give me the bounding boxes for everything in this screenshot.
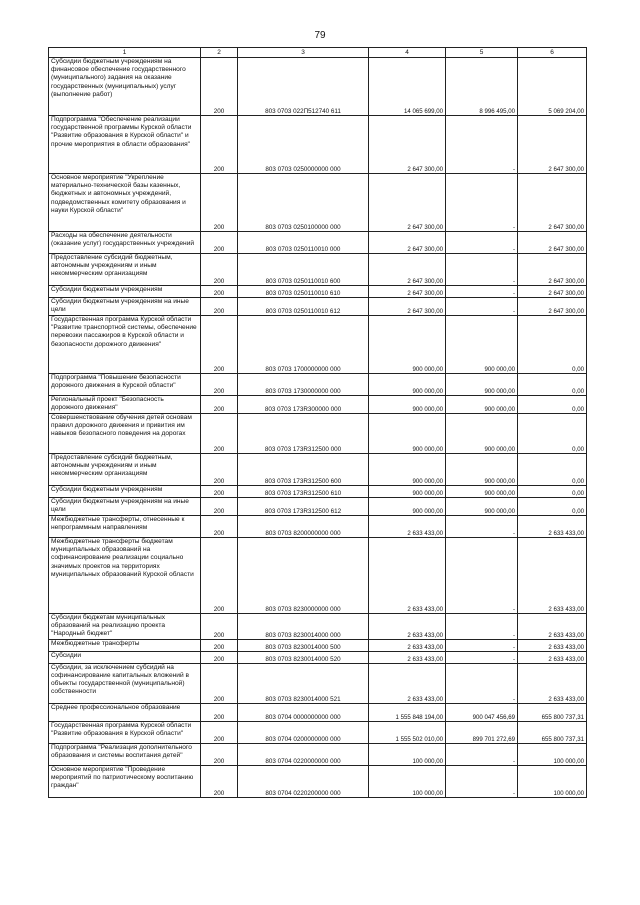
row-value-remaining: 0,00 — [518, 396, 587, 414]
row-value-remaining: 0,00 — [518, 374, 587, 396]
row-name: Субсидии бюджетным учреждениям на финансовое обеспечение государственного (муниципального) задания на оказание государственных (муниципальных) услуг (выполнение работ) — [49, 58, 201, 116]
row-value-remaining: 2 633 433,00 — [518, 516, 587, 538]
row-value-executed: - — [446, 286, 518, 298]
table-row — [49, 765, 587, 797]
row-value-approved: 900 000,00 — [369, 486, 446, 498]
row-value-executed: - — [446, 614, 518, 640]
row-value-executed: - — [446, 232, 518, 254]
row-value-approved: 2 633 433,00 — [369, 639, 446, 651]
row-section-code: 200 — [201, 538, 238, 614]
row-name: Подпрограмма "Повышение безопасности дорожного движения в Курской области" — [49, 374, 201, 396]
row-section-code: 200 — [201, 743, 238, 765]
row-value-approved: 900 000,00 — [369, 316, 446, 374]
row-name: Среднее профессиональное образование — [49, 703, 201, 721]
row-value-remaining: 0,00 — [518, 498, 587, 516]
row-budget-code: 803 0703 8230000000 000 — [238, 538, 369, 614]
row-value-approved: 900 000,00 — [369, 396, 446, 414]
row-value-executed: - — [446, 254, 518, 286]
row-budget-code: 803 0703 173R300000 000 — [238, 396, 369, 414]
row-name: Подпрограмма "Реализация дополнительного образования и системы воспитания детей" — [49, 743, 201, 765]
row-value-remaining: 2 647 300,00 — [518, 254, 587, 286]
row-value-remaining: 2 647 300,00 — [518, 298, 587, 316]
row-value-remaining: 2 633 433,00 — [518, 614, 587, 640]
row-section-code: 200 — [201, 298, 238, 316]
row-value-remaining: 2 647 300,00 — [518, 174, 587, 232]
row-value-remaining: 2 647 300,00 — [518, 286, 587, 298]
table-row — [49, 639, 587, 651]
row-value-approved: 900 000,00 — [369, 374, 446, 396]
column-header: 3 — [238, 48, 369, 58]
row-value-approved: 900 000,00 — [369, 414, 446, 454]
row-value-executed: - — [446, 651, 518, 663]
row-budget-code: 803 0703 173R312500 612 — [238, 498, 369, 516]
row-section-code: 200 — [201, 58, 238, 116]
row-value-executed: - — [446, 663, 518, 703]
row-budget-code: 803 0703 8230014000 520 — [238, 651, 369, 663]
row-section-code: 200 — [201, 614, 238, 640]
row-section-code: 200 — [201, 765, 238, 797]
row-value-executed: 900 000,00 — [446, 486, 518, 498]
table-row — [49, 614, 587, 640]
row-budget-code: 803 0703 8230014000 000 — [238, 614, 369, 640]
row-name: Предоставление субсидий бюджетным, автономным учреждениям и иным некоммерческим организациям — [49, 254, 201, 286]
row-value-executed: 900 000,00 — [446, 414, 518, 454]
row-section-code: 200 — [201, 116, 238, 174]
row-budget-code: 803 0703 173R312500 610 — [238, 486, 369, 498]
row-value-remaining: 2 633 433,00 — [518, 651, 587, 663]
table-row — [49, 232, 587, 254]
row-budget-code: 803 0703 8200000000 000 — [238, 516, 369, 538]
row-value-remaining: 0,00 — [518, 316, 587, 374]
table-row — [49, 454, 587, 486]
table-row — [49, 298, 587, 316]
row-section-code: 200 — [201, 639, 238, 651]
row-value-remaining: 655 800 737,31 — [518, 721, 587, 743]
row-value-approved: 2 647 300,00 — [369, 286, 446, 298]
row-value-executed: - — [446, 639, 518, 651]
row-section-code: 200 — [201, 232, 238, 254]
table-row — [49, 414, 587, 454]
row-budget-code: 803 0703 0250110010 000 — [238, 232, 369, 254]
row-name: Субсидии — [49, 651, 201, 663]
row-value-executed: 899 701 272,69 — [446, 721, 518, 743]
row-value-executed: 900 000,00 — [446, 454, 518, 486]
row-budget-code: 803 0704 0000000000 000 — [238, 703, 369, 721]
row-value-executed: - — [446, 116, 518, 174]
row-section-code: 200 — [201, 174, 238, 232]
row-value-approved: 1 555 848 194,00 — [369, 703, 446, 721]
table-row — [49, 254, 587, 286]
row-value-executed: - — [446, 298, 518, 316]
table-row — [49, 374, 587, 396]
row-value-executed: 900 047 456,69 — [446, 703, 518, 721]
row-budget-code: 803 0703 1700000000 000 — [238, 316, 369, 374]
row-value-remaining: 100 000,00 — [518, 743, 587, 765]
row-budget-code: 803 0703 022П512740 611 — [238, 58, 369, 116]
row-value-approved: 2 647 300,00 — [369, 116, 446, 174]
budget-table — [48, 47, 587, 798]
row-value-approved: 2 647 300,00 — [369, 298, 446, 316]
row-budget-code: 803 0703 0250000000 000 — [238, 116, 369, 174]
row-value-approved: 2 633 433,00 — [369, 614, 446, 640]
table-row — [49, 516, 587, 538]
row-value-approved: 2 633 433,00 — [369, 538, 446, 614]
row-section-code: 200 — [201, 396, 238, 414]
table-row — [49, 743, 587, 765]
row-budget-code: 803 0703 0250110010 610 — [238, 286, 369, 298]
row-name: Основное мероприятие "Укрепление материально-технической базы казенных, бюджетных и автономных учреждений, подведомственных комитету образования и науки Курской области" — [49, 174, 201, 232]
page-number: 79 — [314, 30, 326, 41]
row-name: Межбюджетные трансферты бюджетам муниципальных образований на софинансирование реализации социально значимых проектов на территориях муниципальных образований Курской области — [49, 538, 201, 614]
row-name: Государственная программа Курской области "Развитие транспортной системы, обеспечение перевозки пассажиров в Курской области и безопасности дорожного движения" — [49, 316, 201, 374]
table-row — [49, 316, 587, 374]
column-header: 4 — [369, 48, 446, 58]
row-name: Расходы на обеспечение деятельности (оказание услуг) государственных учреждений — [49, 232, 201, 254]
row-value-approved: 2 633 433,00 — [369, 516, 446, 538]
table-row — [49, 663, 587, 703]
row-name: Межбюджетные трансферты, отнесенные к непрограммным направлениям — [49, 516, 201, 538]
row-value-approved: 2 633 433,00 — [369, 663, 446, 703]
table-row — [49, 174, 587, 232]
row-section-code: 200 — [201, 286, 238, 298]
table-row — [49, 703, 587, 721]
row-value-approved: 100 000,00 — [369, 743, 446, 765]
row-budget-code: 803 0704 0220000000 000 — [238, 743, 369, 765]
row-budget-code: 803 0704 0220200000 000 — [238, 765, 369, 797]
row-budget-code: 803 0703 8230014000 500 — [238, 639, 369, 651]
row-budget-code: 803 0703 1730000000 000 — [238, 374, 369, 396]
row-value-executed: - — [446, 516, 518, 538]
row-value-remaining: 2 633 433,00 — [518, 663, 587, 703]
row-section-code: 200 — [201, 651, 238, 663]
row-budget-code: 803 0703 0250110010 612 — [238, 298, 369, 316]
row-section-code: 200 — [201, 454, 238, 486]
row-name: Субсидии бюджетам муниципальных образований на реализацию проекта "Народный бюджет" — [49, 614, 201, 640]
row-value-remaining: 5 069 204,00 — [518, 58, 587, 116]
row-section-code: 200 — [201, 316, 238, 374]
row-budget-code: 803 0703 173R312500 000 — [238, 414, 369, 454]
row-section-code: 200 — [201, 414, 238, 454]
row-section-code: 200 — [201, 663, 238, 703]
column-header: 1 — [49, 48, 201, 58]
column-number-row — [49, 48, 587, 58]
row-name: Субсидии бюджетным учреждениям — [49, 286, 201, 298]
row-value-remaining: 2 647 300,00 — [518, 232, 587, 254]
row-value-approved: 900 000,00 — [369, 454, 446, 486]
column-header: 6 — [518, 48, 587, 58]
table-row — [49, 116, 587, 174]
row-name: Межбюджетные трансферты — [49, 639, 201, 651]
table-row — [49, 396, 587, 414]
row-value-remaining: 100 000,00 — [518, 765, 587, 797]
row-value-remaining: 2 647 300,00 — [518, 116, 587, 174]
row-value-remaining: 655 800 737,31 — [518, 703, 587, 721]
table-row — [49, 538, 587, 614]
row-value-remaining: 0,00 — [518, 486, 587, 498]
row-budget-code: 803 0703 173R312500 600 — [238, 454, 369, 486]
row-name: Совершенствование обучения детей основам правил дорожного движения и привития им навыков безопасного поведения на дорогах — [49, 414, 201, 454]
row-value-executed: 900 000,00 — [446, 396, 518, 414]
row-value-executed: - — [446, 743, 518, 765]
row-value-remaining: 2 633 433,00 — [518, 639, 587, 651]
table-row — [49, 651, 587, 663]
row-value-approved: 2 647 300,00 — [369, 254, 446, 286]
row-value-approved: 1 555 502 010,00 — [369, 721, 446, 743]
row-budget-code: 803 0703 8230014000 521 — [238, 663, 369, 703]
table-row — [49, 486, 587, 498]
row-value-remaining: 0,00 — [518, 454, 587, 486]
row-value-approved: 2 633 433,00 — [369, 651, 446, 663]
row-name: Субсидии, за исключением субсидий на софинансирование капитальных вложений в объекты государственной (муниципальной) собственности — [49, 663, 201, 703]
row-section-code: 200 — [201, 721, 238, 743]
row-value-approved: 2 647 300,00 — [369, 232, 446, 254]
row-budget-code: 803 0703 0250100000 000 — [238, 174, 369, 232]
row-value-approved: 100 000,00 — [369, 765, 446, 797]
row-name: Предоставление субсидий бюджетным, автономным учреждениям и иным некоммерческим организациям — [49, 454, 201, 486]
row-value-approved: 2 647 300,00 — [369, 174, 446, 232]
row-name: Субсидии бюджетным учреждениям на иные цели — [49, 498, 201, 516]
table-row — [49, 286, 587, 298]
row-budget-code: 803 0704 0200000000 000 — [238, 721, 369, 743]
row-section-code: 200 — [201, 516, 238, 538]
table-row — [49, 721, 587, 743]
row-name: Подпрограмма "Обеспечение реализации государственной программы Курской области "Развитие образования в Курской области" и прочие мероприятия в области образования" — [49, 116, 201, 174]
row-name: Государственная программа Курской области "Развитие образования в Курской области" — [49, 721, 201, 743]
row-name: Субсидии бюджетным учреждениям на иные цели — [49, 298, 201, 316]
row-value-executed: 900 000,00 — [446, 316, 518, 374]
row-value-approved: 14 065 699,00 — [369, 58, 446, 116]
table-row — [49, 58, 587, 116]
table-row — [49, 498, 587, 516]
row-value-executed: - — [446, 765, 518, 797]
column-header: 2 — [201, 48, 238, 58]
row-value-remaining: 0,00 — [518, 414, 587, 454]
row-section-code: 200 — [201, 498, 238, 516]
row-budget-code: 803 0703 0250110010 600 — [238, 254, 369, 286]
row-name: Региональный проект "Безопасность дорожного движения" — [49, 396, 201, 414]
row-section-code: 200 — [201, 486, 238, 498]
row-value-executed: - — [446, 174, 518, 232]
row-value-remaining: 2 633 433,00 — [518, 538, 587, 614]
column-header: 5 — [446, 48, 518, 58]
row-section-code: 200 — [201, 374, 238, 396]
row-value-executed: - — [446, 538, 518, 614]
row-section-code: 200 — [201, 703, 238, 721]
row-section-code: 200 — [201, 254, 238, 286]
row-name: Основное мероприятие "Проведение мероприятий по патриотическому воспитанию граждан" — [49, 765, 201, 797]
row-value-approved: 900 000,00 — [369, 498, 446, 516]
row-value-executed: 900 000,00 — [446, 374, 518, 396]
row-name: Субсидии бюджетным учреждениям — [49, 486, 201, 498]
row-value-executed: 900 000,00 — [446, 498, 518, 516]
row-value-executed: 8 996 495,00 — [446, 58, 518, 116]
